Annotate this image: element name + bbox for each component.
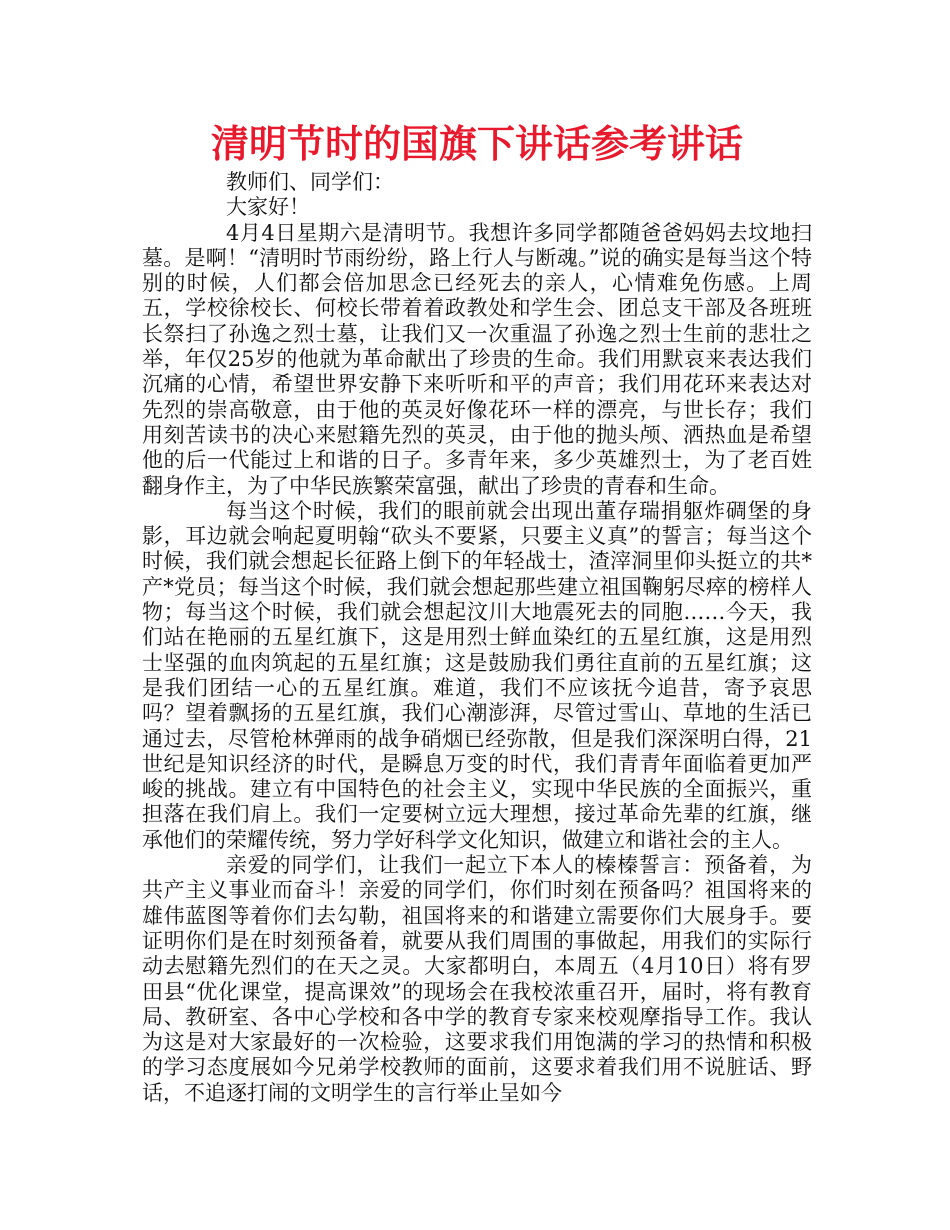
document-body xyxy=(142,170,812,1106)
paragraph: 每当这个时候，我们的眼前就会出现出董存瑞捐躯炸碉堡的身影，耳边就会响起夏明翰“砍头不要紧，只要主义真”的誓言；每当这个时候，我们就会想起长征路上倒下的年轻战士，渣滓洞里仰头挺立的共*产*党员；每当这个时候，我们就会想起那些建立祖国鞠躬尽瘁的榜样人物；每当这个时候，我们就会想起汶川大地震死去的同胞……今天，我们站在艳丽的五星红旗下，这是用烈士鲜血染红的五星红旗，这是用烈士坚强的血肉筑起的五星红旗；这是鼓励我们勇往直前的五星红旗；这是我们团结一心的五星红旗。难道，我们不应该抚今追昔，寄予哀思吗？望着飘扬的五星红旗，我们心潮澎湃，尽管过雪山、草地的生活已通过去，尽管枪林弹雨的战争硝烟已经弥散，但是我们深深明白得，21世纪是知识经济的时代，是瞬息万变的时代，我们青青年面临着更加严峻的挑战。建立有中国特色的社会主义，实现中华民族的全面振兴，重担落在我们肩上。我们一定要树立远大理想，接过革命先辈的红旗，继承他们的荣耀传统，努力学好科学文化知识，做建立和谐社会的主人。 xyxy=(142,498,812,852)
document-page xyxy=(142,118,812,1106)
paragraph: 4月4日星期六是清明节。我想许多同学都随爸爸妈妈去坟地扫墓。是啊！“清明时节雨纷纷，路上行人与断魂。”说的确实是每当这个特别的时候，人们都会倍加思念已经死去的亲人，心情难免伤感。上周五，学校徐校长、何校长带着着政教处和学生会、团总支干部及各班班长祭扫了孙逸之烈士墓，让我们又一次重温了孙逸之烈士生前的悲壮之举，年仅25岁的他就为革命献出了珍贵的生命。我们用默哀来表达我们沉痛的心情，希望世界安静下来听听和平的声音；我们用花环来表达对先烈的崇高敬意，由于他的英灵好像花环一样的漂亮，与世长存；我们用刻苦读书的决心来慰籍先烈的英灵，由于他的抛头颅、洒热血是希望他的后一代能过上和谐的日子。多青年来，多少英雄烈士，为了老百姓翻身作主，为了中华民族繁荣富强，献出了珍贵的青春和生命。 xyxy=(142,220,812,498)
document-title: 清明节时的国旗下讲话参考讲话 xyxy=(210,122,743,166)
paragraph: 亲爱的同学们，让我们一起立下本人的榛榛誓言：预备着，为共产主义事业而奋斗！亲爱的同学们，你们时刻在预备吗？祖国将来的雄伟蓝图等着你们去勾勒，祖国将来的和谐建立需要你们大展身手。要证明你们是在时刻预备着，就要从我们周围的事做起，用我们的实际行动去慰籍先烈们的在天之灵。大家都明白，本周五（4月10日）将有罗田县“优化课堂，提高课效”的现场会在我校浓重召开，届时，将有教育局、教研室、各中心学校和各中学的教育专家来校观摩指导工作。我认为这是对大家最好的一次检验，这要求我们用饱满的学习的热情和积极的学习态度展如今兄弟学校教师的面前，这要求着我们用不说脏话、野话，不追逐打闹的文明学生的言行举止呈如今 xyxy=(142,853,812,1105)
salutation: 教师们、同学们： xyxy=(226,170,394,194)
greeting: 大家好！ xyxy=(226,195,310,220)
